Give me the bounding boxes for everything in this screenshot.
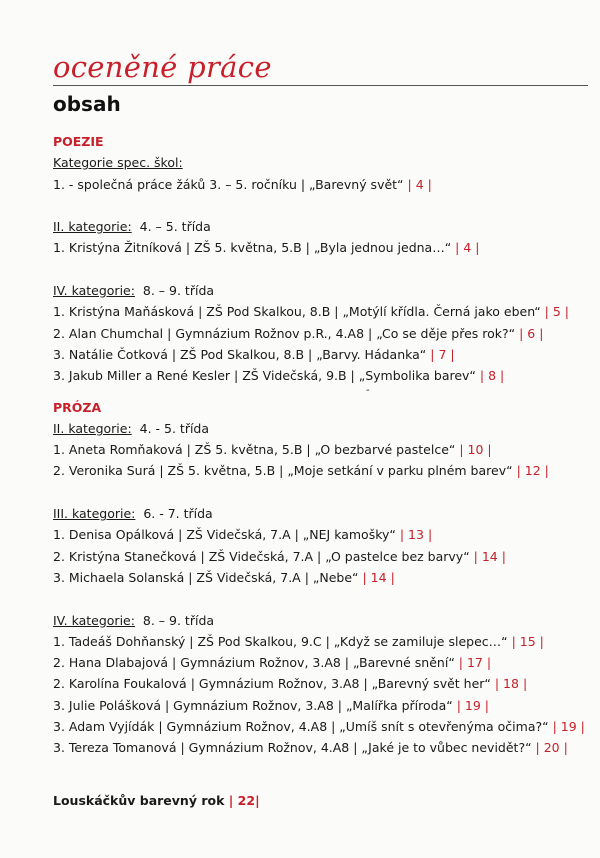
section-heading: oceněné práce bbox=[53, 50, 272, 84]
category-header bbox=[53, 610, 593, 631]
poetry-section-title: POEZIE bbox=[53, 134, 104, 149]
heading-rule bbox=[53, 85, 588, 86]
toc-content bbox=[53, 131, 593, 811]
page-number: | 7 | bbox=[430, 346, 455, 362]
entry-text: 1. Kristýna Žitníková | ZŠ 5. května, 5.B | „Byla jednou jedna…“ bbox=[53, 240, 452, 256]
toc-entry[interactable] bbox=[53, 524, 593, 545]
entry-text: 1. Kristýna Maňásková | ZŠ Pod Skalkou, 8.B | „Motýlí křídla. Černá jako eben“ bbox=[53, 304, 541, 320]
entry-text: 2. Kristýna Stanečková | ZŠ Videčská, 7.A | „O pastelce bez barvy“ bbox=[53, 548, 470, 564]
page-number: | 14 | bbox=[362, 569, 395, 585]
page-number: | 17 | bbox=[458, 655, 492, 671]
page-number: | 18 | bbox=[494, 676, 528, 692]
page-number: | 14 | bbox=[473, 548, 506, 564]
toc-footer-entry[interactable] bbox=[53, 790, 593, 811]
toc-entry[interactable] bbox=[53, 716, 593, 737]
toc-entry[interactable] bbox=[53, 631, 593, 652]
category-header bbox=[53, 216, 593, 237]
toc-entry[interactable] bbox=[53, 546, 593, 567]
entry-text: 3. Jakub Miller a René Kesler | ZŠ Videčská, 9.B | „Symbolika barev“ bbox=[53, 368, 476, 384]
category-label: IV. kategorie: bbox=[53, 612, 135, 628]
toc-entry[interactable] bbox=[53, 460, 593, 481]
page-number: | 5 | bbox=[544, 304, 569, 320]
page-number: | 15 | bbox=[511, 633, 544, 649]
entry-text: 1. Tadeáš Dohňanský | ZŠ Pod Skalkou, 9.C | „Když se zamiluje slepec…“ bbox=[53, 633, 508, 649]
footer-text: Louskáčkův barevný rok bbox=[53, 792, 225, 808]
entry-text: 2. Karolína Foukalová | Gymnázium Rožnov, 3.A8 | „Barevný svět her“ bbox=[53, 676, 491, 692]
toc-entry[interactable] bbox=[53, 323, 593, 344]
category-header bbox=[53, 503, 593, 524]
toc-entry[interactable] bbox=[53, 174, 593, 195]
page-number: | 10 | bbox=[459, 442, 492, 458]
category-label: Kategorie spec. škol: bbox=[53, 155, 183, 171]
toc-entry[interactable] bbox=[53, 652, 593, 673]
category-header bbox=[53, 418, 593, 439]
page-number: | 13 | bbox=[399, 527, 433, 543]
toc-entry[interactable] bbox=[53, 695, 593, 716]
toc-entry[interactable] bbox=[53, 673, 593, 694]
toc-entry[interactable] bbox=[53, 301, 593, 322]
page-number: | 6 | bbox=[519, 325, 544, 341]
entry-text: 3. Michaela Solanská | ZŠ Videčská, 7.A | „Nebe“ bbox=[53, 569, 359, 585]
page-number: | 12 | bbox=[516, 463, 549, 479]
entry-text: 3. Tereza Tomanová | Gymnázium Rožnov, 4.A8 | „Jaké je to vůbec nevidět?“ bbox=[53, 740, 532, 756]
entry-text: 2. Hana Dlabajová | Gymnázium Rožnov, 3.A8 | „Barevné snění“ bbox=[53, 655, 455, 671]
page-number: | 8 | bbox=[479, 368, 505, 384]
toc-entry[interactable] bbox=[53, 567, 593, 588]
page-number: | 4 | bbox=[407, 176, 432, 192]
toc-entry[interactable] bbox=[53, 344, 593, 365]
entry-text: 3. Natálie Čotková | ZŠ Pod Skalkou, 8.B | „Barvy. Hádanka“ bbox=[53, 346, 427, 362]
category-grade: 8. – 9. třída bbox=[142, 612, 215, 628]
toc-entry[interactable] bbox=[53, 365, 593, 386]
category-grade: 8. – 9. třída bbox=[142, 283, 215, 299]
entry-text: 2. Alan Chumchal | Gymnázium Rožnov p.R., 4.A8 | „Co se děje přes rok?“ bbox=[53, 325, 516, 341]
category-grade: 6. - 7. třída bbox=[143, 506, 213, 522]
page-number: | 19 | bbox=[552, 719, 585, 735]
category-label: II. kategorie: bbox=[53, 420, 132, 436]
page-number: | 19 | bbox=[456, 697, 489, 713]
category-header bbox=[53, 152, 593, 173]
entry-text: 1. - společná práce žáků 3. – 5. ročníku | „Barevný svět“ bbox=[53, 176, 404, 192]
page-number: | 4 | bbox=[455, 240, 480, 256]
category-label: IV. kategorie: bbox=[53, 283, 135, 299]
page-number: | 20 | bbox=[535, 740, 568, 756]
entry-text: 2. Veronika Surá | ZŠ 5. května, 5.B | „Moje setkání v parku plném barev“ bbox=[53, 463, 513, 479]
category-grade: 4. – 5. třída bbox=[139, 219, 211, 235]
stray-mark: - bbox=[366, 385, 370, 396]
toc-entry[interactable] bbox=[53, 439, 593, 460]
page-title: obsah bbox=[53, 92, 121, 116]
entry-text: 3. Julie Polášková | Gymnázium Rožnov, 3.A8 | „Malířka příroda“ bbox=[53, 697, 453, 713]
entry-text: 1. Aneta Romňaková | ZŠ 5. května, 5.B | „O bezbarvé pastelce“ bbox=[53, 442, 456, 458]
toc-entry[interactable] bbox=[53, 737, 593, 758]
category-label: III. kategorie: bbox=[53, 506, 136, 522]
category-header bbox=[53, 280, 593, 301]
entry-text: 3. Adam Vyjídák | Gymnázium Rožnov, 4.A8 | „Umíš snít s otevřenýma očima?“ bbox=[53, 719, 549, 735]
toc-entry[interactable] bbox=[53, 237, 593, 258]
category-label: II. kategorie: bbox=[53, 219, 132, 235]
page-number: | 22| bbox=[228, 792, 260, 808]
category-grade: 4. - 5. třída bbox=[139, 420, 210, 436]
prose-section-title: PRÓZA bbox=[53, 399, 102, 415]
entry-text: 1. Denisa Opálková | ZŠ Videčská, 7.A | „NEJ kamošky“ bbox=[53, 527, 396, 543]
